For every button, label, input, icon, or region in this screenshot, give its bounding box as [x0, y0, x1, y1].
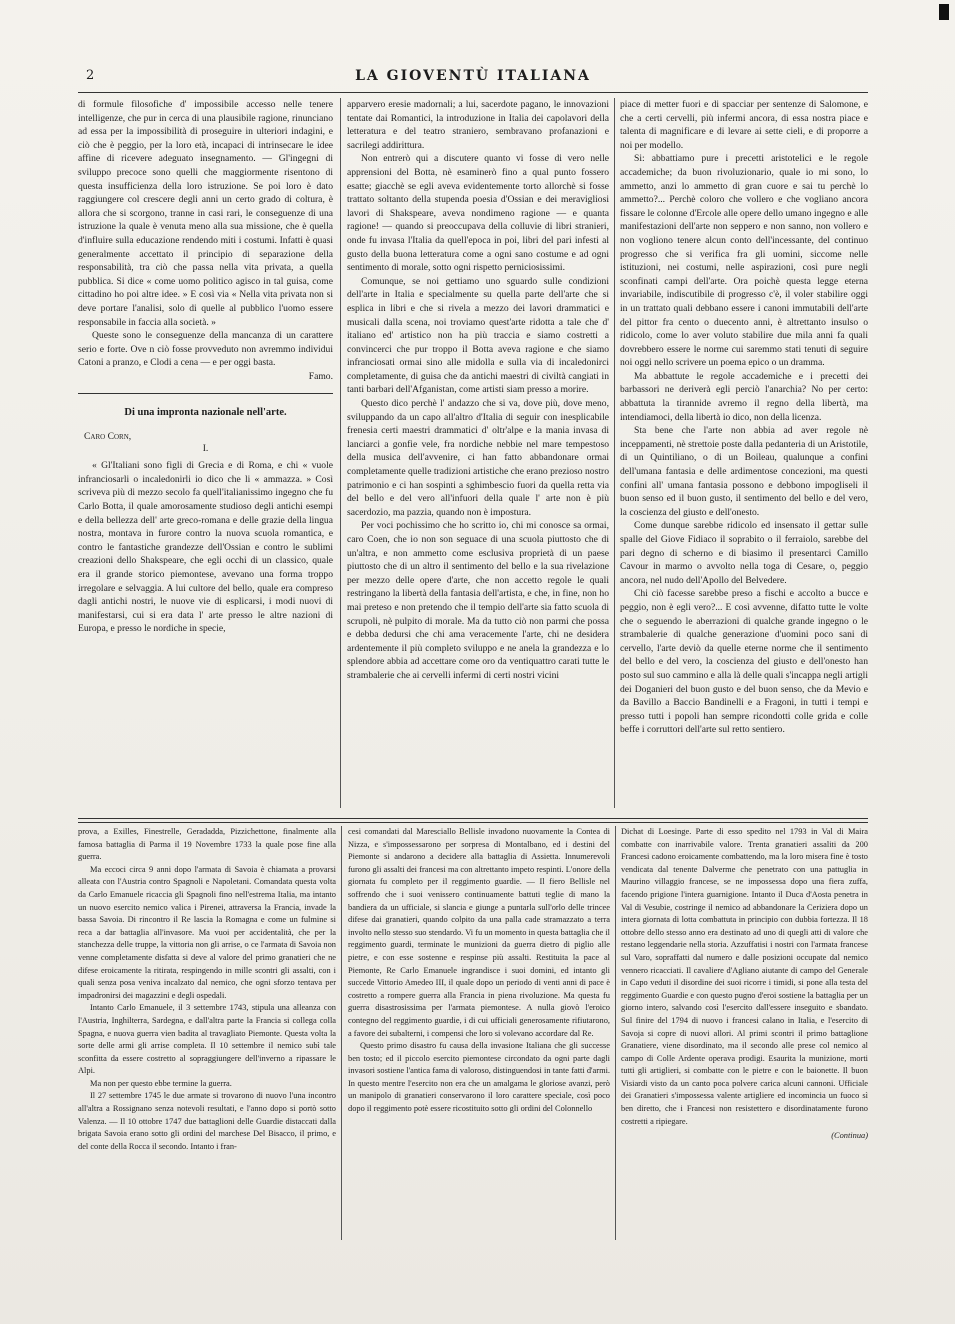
col2-paragraph: Comunque, se noi gettiamo uno sguardo sulle condizioni dell'arte in Italia e specialmente su quella parte dell'arte che si esplica in libri e che si rivela a mezzo dei lavori drammatici e musicali dalla scena, noi troviamo quest'arte ridotta a tale che d' italiano ed' artistico non ha più traccia e siamo costretti a convincerci che pur troppo il Botta aveva ragione e che siamo infranciosati ormai sino alle midolla e sulla via di incaledonirci completamente, di guisa che da antichi maestri di civiltà cangiati in tanti barbari dell'Afganistan, come artisti siam presso a morire. [347, 275, 609, 396]
page-header [78, 68, 868, 88]
col3-paragraph: Si: abbattiamo pure i precetti aristotelici e le regole accademiche; da buon rivoluzionario, quale io mi sono, lo ammetto, anzi lo ammetto di gran cuore e sai tu perchè lo ammetto?... Perchè coloro che vollero e che vogliano ancora fissare le colonne d'Ercole alle opere dello umano ingegno e alle manifestazioni dell'arte non seppero e non sanno, non vollero e non vogliono tenere alcun conto dell'incessante, del continuo progresso che si verifica fra gli uomini, siccome nelle istituzioni, nei costumi, nelle aspirazioni, così pure negli sconfinati campi dell'arte. Ora poichè questa legge eterna invariabile, indiscutibile di progresso c'è, il voler stabilire oggi in un trattato quali debbano essere i canoni immutabili dell'arte del pittor fra cento o duecento anni, è altrettanto insulso o ridicolo, come lo aver voluto stabilire due mila anni fa quali dovrebbero essere le norme cui saremmo stati tenuti di seguire noi oggi nello scrivere un poema epico o un dramma. [620, 153, 868, 369]
col2-paragraph: Questo dico perchè l' andazzo che si va, dove più, dove meno, sviluppando da un capo all'altro d'Italia di seguir con inesplicabile frenesia certi maestri drammatici d' oltr'alpe e la mania invasa di lanciarci a gonfie vele, fra nordiche nebbie nel mare tempestoso della musica dell'avvenire, ci han fatto abbandonare ormai completamente quelle tradizioni artistiche che erano prezioso nostro patrimonio e ci han sospinti a sghimbescio fuori da quella retta via del bello e del vero all'infuori della quale l' arte non è più sacerdozio, ma pazzia, quando non è impostura. [347, 398, 609, 518]
column-3 [620, 98, 868, 810]
footer-column-2 [348, 826, 610, 1240]
foot1-paragraph: Il 27 settembre 1745 le due armate si trovarono di nuovo l'una incontro all'altra a Rossignano senza notevoli resultati, e l'anno dopo si portò sotto Valenza. — Il 10 ottobre 1747 due battaglioni delle Guardie distaccati dalla brigata Savoia erano sotto gli ordini del marchese Del Bisacco, il primo, e del conte della Rocca il secondo. Intanto i fran- [78, 1091, 336, 1151]
page-number: 2 [86, 68, 95, 83]
column-separator [614, 98, 615, 808]
foot1-paragraph: prova, a Exilles, Finestrelle, Geradadda, Pizzichettone, finalmente alla famosa battaglia di Parma il 19 Novembre 1733 la quale pose fine alla guerra. [78, 827, 336, 862]
col2-paragraph: apparvero eresie madornali; a lui, sacerdote pagano, le innovazioni tentate dai Romantici, la introduzione in Italia dei capolavori della letteratura e del teatro straniero, sembravano profanazioni e sacrilegi addirittura. [347, 99, 609, 151]
col1-paragraph: Queste sono le conseguenze della mancanza di un carattere serio e forte. Ove n ciò fosse provveduto non avremmo individui Catoni a pranzo, e Clodi a cena — e per oggi basta. [78, 330, 333, 369]
foot1-paragraph: Ma non per questo ebbe termine la guerra. [90, 1078, 232, 1088]
foot1-paragraph: Intanto Carlo Emanuele, il 3 settembre 1743, stipula una alleanza con l'Austria, Inghilterra, Sardegna, e dall'altra parte la Francia si collega colla Spagna, e nuova guerra vien badita al travagliato Piemonte. Questa volta la sorte delle armi gli arrise completa. Il 10 settembre il nemico subì tale sconfitta da essere costretto al sopraggiungere dell'inverno a ripassare le Alpi. [78, 1003, 336, 1076]
col2-paragraph: Non entrerò qui a discutere quanto vi fosse di vero nelle apprensioni del Botta, nè esaminerò fino a qual punto fossero esatte; giacchè se egli aveva evidentemente torto allorchè si fosse trattato soltanto della stupenda poesia d'Ossian e dei meravigliosi lavori di Shakspeare, aveva nondimeno ragione — e quanta ragione! — quando si preoccupava della colluvie di libri stranieri, onde fu invasa l'Italia da quell'epoca in poi, libri del pari infesti al gusto della buona letteratura come a ogni sano costume e ad ogni sentimento di morale, sotto ogni rispetto perniciosissimi. [347, 153, 609, 274]
col3-paragraph: Come dunque sarebbe ridicolo ed insensato il gettar sulle spalle del Giove Fidiaco il soprabito o il ferraiolo, sarebbe del pari degno di scherno e di biasimo il presentarci Camillo Cavour in marmo o avvolto nella toga di Cesare, o, peggio ancora, nel nudo dell'Apollo del Belvedere. [620, 520, 868, 586]
column-separator [341, 826, 342, 1240]
column-separator [615, 826, 616, 1240]
masthead-title: LA GIOVENTÙ ITALIANA [355, 68, 591, 84]
corner-registration-mark [939, 4, 949, 20]
col3-paragraph: Chi ciò facesse sarebbe preso a fischi e accolto a bucce e peggio, non è egli vero?... E così avvenne, difatto tutte le volte che o seguendo le aberrazioni di qualche grande ingegno o le strambalerie di qualche generazione d'uomini poco sani di cervello, l'arte deviò da quelle eterne norme che il sentimento del bello e del vero, la coscienza del giusto e dell'onesto han posto sul suo cammino e alla là delle quali s'incappa negli artigli dei Doganieri del buon gusto e del buon senso, che da Mevio e da Bavillo a Baccio Bandinelli e a Fragoni, in tutti i tempi e presso tutti i popoli han sempre ricondotti colle grida e colle beffe i corruttori dell'arte sul retto sentiero. [620, 588, 868, 736]
section-double-rule [78, 818, 868, 823]
col3-paragraph: Sta bene che l'arte non abbia ad aver regole nè inceppamenti, nè strettoie poste dalla pedanteria di un Aristotile, di un Quintiliano, o di un Boileau, qualunque a confini dell'umana fantasia e delle ardimentose concezioni, ma questi confini all' umana fantasia possono e debbono impogliseli il buon senso ed il buon gusto, il sentimento del bello e del vero, la coscienza del giusto e dell'onesto. [620, 425, 868, 518]
article-title: Di una impronta nazionale nell'arte. [124, 407, 287, 419]
foot1-paragraph: Ma eccoci circa 9 anni dopo l'armata di Savoia è chiamata a provarsi alleata con l'Austria contro Spagnoli e Napoletani. Comandata questa volta da Carlo Emanuele ricaccia gli Spagnoli fino nell'estrema Italia, ma intanto un nuovo esercito nemico valica i Pirenei, attraversa la Francia, invade la bassa Savoia. Di rincontro il Re lascia la Romagna e come un fulmine si reca a dar battaglia all'invasore. Ma vuoi per accidentalità, che per la stanchezza delle truppe, la vittoria non gli arrise, o ce l'armata di Savoia non venne completamente disfatta si deve al valore del primo granatieri che ne difese eroicamente la ritirata, respingendo in mille scontri gli assalti, con i quali senza posa veniva incalzato dal nemico, che ogni sforzo tentava per impadronirsi dei magazzini e degli ospedali. [78, 864, 336, 1000]
article-divider [78, 393, 333, 394]
author-signature: Famo. [308, 370, 333, 382]
foot3-paragraph: Dichat di Loesinge. Parte di esso spedito nel 1793 in Val di Maira combatte con inarrivabile valore. Trenta granatieri assaliti da 200 Francesi cadono eroicamente combattendo, ma la loro misera fine è tosto vendicata dal tenente Dalverme che penetrato con una pattuglia in Maurino villaggio francese, se ne impossessa dopo una fiera zuffa, facendo prigione l'intera guarnigione. Intanto il Duca d'Aosta penetra in Val di Vesubie, costringe il nemico ad abbandonare la Ceriziera dopo un intera giornata di lotta combattuta in principio con dubbia fortezza. Il 18 ottobre dello stesso anno era destinato ad uno di quegli atti di valore che restano leggendarie nella storia. Azzuffatisi i nostri con l'armata francese sul Varo, sopraffatti dal numero e dalle posizioni occupate dal nemico vennero ricacciati. Il cavaliere d'Agliano aiutante di campo del Generale in Capo veduti il disordine dei suoi ricorre i timidi, si pone alla testa del reggimento Guardie e con questo pugno d'eroi sostiene la battaglia per un giorno intero, salvando così l'esercito dall'essere inseguito e sbandato. Sul finire del 1794 di nuovo i francesi calano in Italia, e l'esercito di Savoja si copre di nuovi allori. Al primi scontri il primo battaglione Granatiere, viene disordinato, ma il secondo alle prese col nemico al campo di Colle Ardente operava prodigi. Esaurita la munizione, morti tutti gli artiglieri, si combatte con le pietre e con le baionette. Il buon Visiardi visto da un canto poca polvere carica alcuni cannoni. Ufficiale dei Granatieri s'impossessa valente artigliere ed incomincia un fuoco sì ben diretto, che i Francesi non resistettero e disordinatamente furono costretti a ripiegare. [621, 827, 868, 1126]
footer-column-3 [621, 826, 868, 1240]
header-rule [78, 92, 868, 93]
column-separator [340, 98, 341, 808]
col1-article-paragraph: « Gl'Italiani sono figli di Grecia e di Roma, e chi « vuole infranciosarli o incaledonirli io dico che li « ammazza. » Così scriveva più di mezzo secolo fa quell'italianissimo ingegno che fu Carlo Botta, il quale amorosamente studioso degli antichi esempi e della bellezza dell' arte greco-romana e delle grazie della lingua nostra, montava in furore contro la nuova scuola romantica, e contro le fantastiche grandezze dell'Ossian e contro le sublimi creazioni dello Shakspeare, che egli occhi di un classico, quale era il grande storico piemontese, avevano una forma troppo irregolare e selvaggia. A lui cultore del bello, quale era compreso dagli antichi nostri, le nuove vie di esplicarsi, i modi nuovi di manifestarsi, cui si era data l' arte presso le altre nazioni di Europa, e presso le nordiche in specie, [78, 460, 333, 635]
footer-column-1 [78, 826, 336, 1240]
col3-paragraph: Ma abbattute le regole accademiche e i precetti dei barbassori ne deriverà egli perciò l'anarchia? No per certo: abbattuta la tirannide avremo il regno della libertà, ma intendiamoci, della libertà io dico, non della licenza. [620, 370, 868, 423]
column-2 [347, 98, 609, 810]
section-numeral: I. [202, 442, 209, 454]
col1-paragraph: di formule filosofiche d' impossibile accesso nelle tenere intelligenze, che pur in cerca di una plausibile ragione, rinunciano ad essa per la impossibilità di proseguire in ulteriori indagini, e ciò che è peggio, per la loro età, incapaci di intrinsecare le idee affine di ricevere adeguato insegnamento. — Gl'ingegni di sviluppo precoce sono quelli che maggiormente risentono di questa insufficienza della loro istruzione. Se poi loro è dato raggiungere col crescere degli anni un certo grado di coltura, è allora che si scorgono, tranne in casi rari, le conseguenze di una istruzione la quale è venuta meno alla sua missione, che è quella d'influire sulla educazione rendendo miti i costumi. Infatti è quasi generalmente accettato il principio di separazione della responsabilità, tra ciò che passa nella vita privata, a quella pubblica. Si dice « come uomo politico agisco in tal guisa, come cittadino ho poi altre idee. » E così via « Nella vita privata non si deve portare l'analisi, solo di quelle al pubblico l'uomo essere responsabile in faccia alla società. » [78, 99, 333, 328]
letter-salutation: Caro Corn, [84, 431, 132, 443]
foot2-paragraph: Questo primo disastro fu causa della invasione Italiana che gli successe ben tosto; ed il piccolo esercito piemontese circondato da ogni parte dagli invasori sostiene l'antica fama di valoroso, distinguendosi in tante fatti d'armi. In questo mentre l'esercito non era che un amalgama le gloriose avanzi, però un manipolo di granatieri conservarono il loro carattere speciale, così poco dopo il reggimento potè essere ricostituito sotto gli ordini del Colonnello [348, 1041, 610, 1114]
foot2-paragraph: cesi comandati dal Maresciallo Bellisle invadono nuovamente la Contea di Nizza, e s'impossessarono per sorpresa di Montalbano, ed i destini del Piemonte si andarono a decidere alla battaglia di Assietta. Innumerevoli furono gli assalti dei francesi ma con altrettanto impeto respinti. L'onore della giornata fu completo per il reggimento guardie. — Il fiero Bellisle nel soffrendo che i suoi venissero continuamente battuti teglie di mano la bandiera da un ufficiale, si slancia e giunge a puntarla sull'orlo delle trincee difese dai granatieri, quando colpito da una palla cade stramazzato a terra involto nello stesso suo stendardo. Vi fu un momento in questa battaglia che il reggimento guardi, terminate le munizioni da guerra dietro di piglio alle pietre, e con esse sostenne e respinse più assalti. Restituita la pace al Piemonte, Re Carlo Emanuele ingrandisce i suoi domini, ed intanto gli succede Vittorio Amedeo III, il quale dopo un periodo di venti anni di pace è costretto a rompere guerra alla Francia in piena rivoluzione. Ma questa fu guerra disastrosissima per l'armata piemontese. A nulla giovò l'eroico contegno del reggimento guardie, i di cui ufficiali generosamente rifiutarono, a favore dei subalterni, i compensi che loro si volevano accordare dal Re. [348, 827, 610, 1038]
column-1 [78, 98, 333, 810]
col2-paragraph: Per voci pochissimo che ho scritto io, chi mi conosce sa ormai, caro Coen, che io non son seguace di una scuola piuttosto che di un'altra, e non ammetto come esclusiva proprietà di un paese piuttosto che di un altro il sentimento del bello e la sua rivelazione per mezzo delle opere d'arte, che non accetto regole le quali restringano la libertà della fantasia dell'artista, e che, in fine, non ho mai preteso e non pretendo che il tempio dell'arte sia fatto scuola di scrupoli, nè pulpito di morale. Ma da tutto ciò non parmi che possa e debba dedursi che chi ama veracemente l'arte, chi ne desidera ardentemente il più completo sviluppo e ne anela la grandezza e lo splendore abbia ad accettare come oro da ventiquattro carati tutte le strambalerie che ai cervelli infermi di certi nostri vicini [347, 520, 609, 681]
col3-paragraph: piace di metter fuori e di spacciar per sentenze di Salomone, e che a certi cervelli, più infermi ancora, di essa nostra piace e talenta di magnificare e di levare ai sette cieli, e di proporre a noi per modello. [620, 99, 868, 151]
continued-note: (Continua) [831, 1131, 868, 1141]
